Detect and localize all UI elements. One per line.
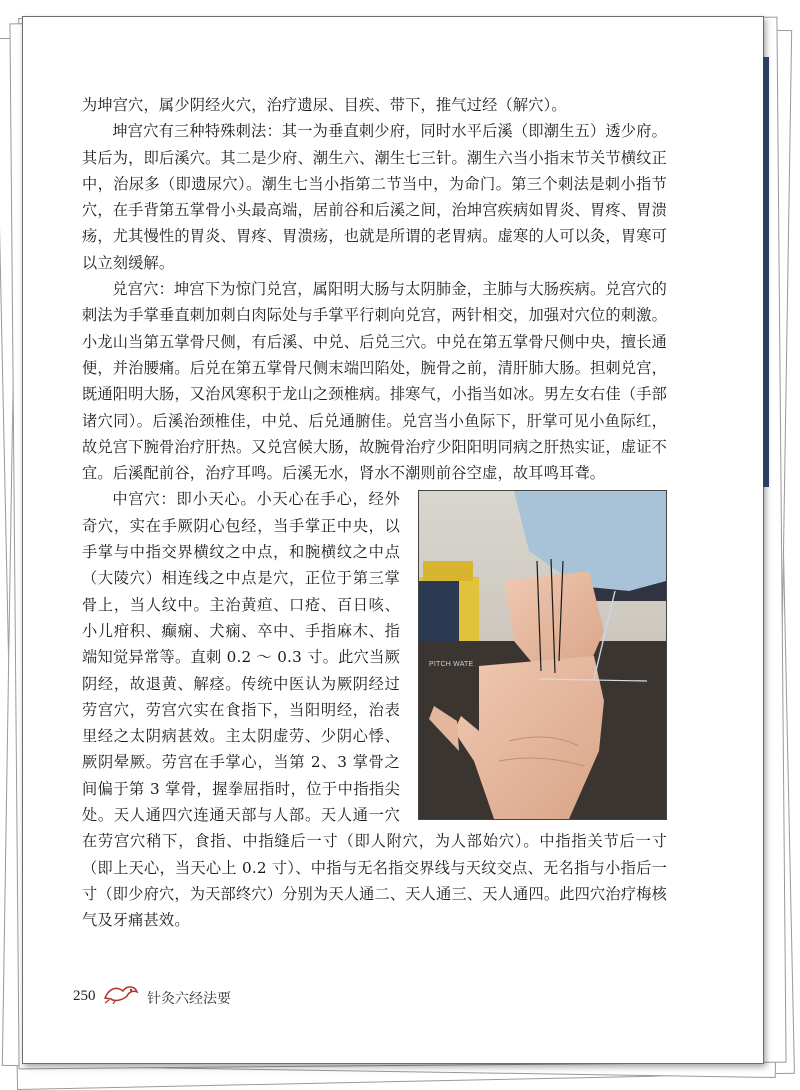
paragraph-continuation: 为坤宫穴，属少阴经火穴，治疗遗尿、目疾、带下，推气过经（解穴）。 xyxy=(82,96,567,114)
photo-hand-needles xyxy=(418,490,667,820)
book-title: 针灸六经法要 xyxy=(147,991,231,1007)
paragraph-zhonggong: 中宫穴：即小天心。小天心在手心，经外奇穴，实在手厥阴心包经，当手掌正中央，以手掌与中指交界横纹之中点，和腕横纹之中点（大陵穴）相连线之中点是穴，正位于第三掌骨上，当人纹中。主治黄疸、口疮、百日咳、小儿疳积、癫痫、犬痫、卒中、手指麻木、指端知觉异常等。直刺 0.2 ～ 0.3 寸。此穴当厥阴经，故退黄、解痉。传统中医认为厥阴经过劳宫穴，劳宫穴实在食指下，当阳明经，治表里经之太阴病甚效。主太阴虚劳、少阴心悸、厥阴晕厥。劳宫在手掌心，当第 2、3 掌骨之间偏于第 3 掌骨，握拳屈指时，位于中指指尖处。天人通四穴连通天部与人部。天人通一穴在劳宫穴稍下，食指、中指缝后一寸（即人附穴，为人部始穴）。中指指关节后一寸（即上天心，当天心上 0.2 寸）、中指与无名指交界线与天纹交点、无名指与小指后一寸（即少府穴，为天部终穴）分别为天人通二、天人通三、天人通四。此四穴治疗梅核气及牙痛甚效。 xyxy=(82,490,667,930)
paragraph-kungong: 坤宫穴有三种特殊刺法：其一为垂直刺少府，同时水平后溪（即潮生五）透少府。其后为，即后溪穴。其二是少府、潮生六、潮生七三针。潮生六当小指末节关节横纹正中，治尿多（即遗尿穴）。潮生七当小指第二节当中，为命门。第三个刺法是刺小指节穴，在手背第五掌骨小头最高端，居前谷和后溪之间，治坤宫疾病如胃炎、胃疼、胃溃疡，尤其慢性的胃炎、胃疼、胃溃疡，也就是所谓的老胃病。虚寒的人可以灸，胃寒可以立刻缓解。 xyxy=(82,122,667,272)
photo-label-text: PITCH WATE xyxy=(429,661,474,669)
dragon-logo-icon xyxy=(103,982,139,1004)
paragraph-duigong: 兑宫穴：坤宫下为惊门兑宫，属阳明大肠与太阴肺金，主肺与大肠疾病。兑宫穴的刺法为手掌垂直刺加刺白肉际处与手掌平行刺向兑宫，两针相交，加强对穴位的刺激。小龙山当第五掌骨尺侧，有后溪、中兑、后兑三穴。中兑在第五掌骨尺侧中央，擅长通便，并治腰痛。后兑在第五掌骨尺侧末端凹陷处，腕骨之前，清肝肺大肠。担刺兑宫，既通阳明大肠，又治风寒积于龙山之颈椎病。排寒气，小指当如冰。男左女右佳（手部诸穴同）。后溪治颈椎佳，中兑、后兑通腑佳。兑宫当小鱼际下，肝掌可见小鱼际红，故兑宫下腕骨治疗肝热。又兑宫候大肠，故腕骨治疗少阳阳明同病之肝热实证，虚证不宜。后溪配前谷，治疗耳鸣。后溪无水，肾水不潮则前谷空虚，故耳鸣耳聋。 xyxy=(82,280,667,483)
body-text xyxy=(82,92,667,934)
page-footer xyxy=(73,988,231,1007)
page-edge-accent xyxy=(763,57,769,487)
page-number: 250 xyxy=(73,988,96,1004)
hand-acupuncture-illustration xyxy=(419,491,666,819)
